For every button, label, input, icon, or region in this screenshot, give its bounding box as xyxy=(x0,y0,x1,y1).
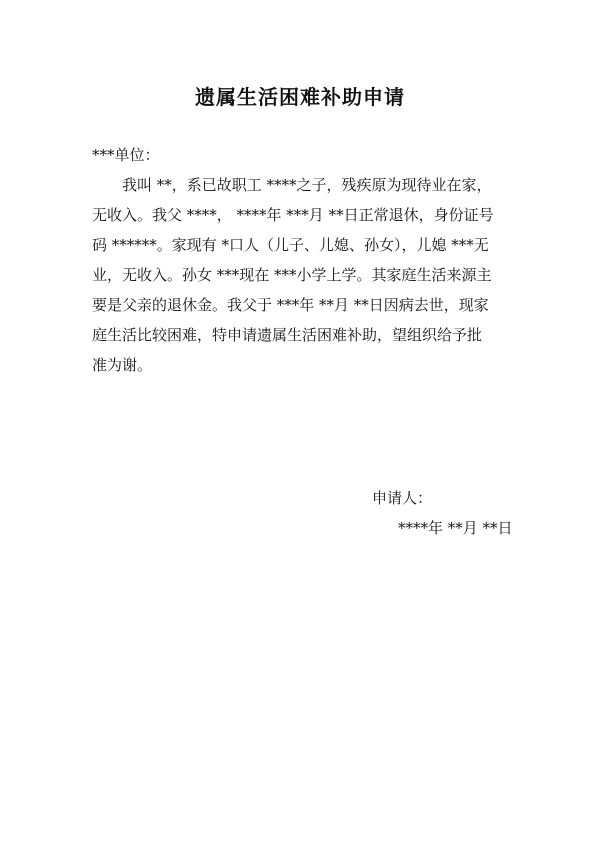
applicant-label: 申请人： xyxy=(372,489,433,507)
body-line: 我叫 **，系已故职工 ****之子，残疾原为现待业在家， xyxy=(122,176,492,194)
signature-date: ****年 **月 **日 xyxy=(398,519,513,537)
body-line: 庭生活比较困难，特申请遗属生活困难补助，望组织给予批 xyxy=(92,326,483,344)
body-line: 码 ******。家现有 *口人（儿子、儿媳、孙女），儿媳 ***无 xyxy=(92,236,489,254)
body-line: 要是父亲的退休金。我父于 ***年 **月 **日因病去世，现家 xyxy=(92,296,489,314)
body-line: 无收入。我父 ****， ****年 ***月 **日正常退休，身份证号 xyxy=(92,206,494,224)
body-line: 准为谢。 xyxy=(92,356,153,374)
body-line: 业，无收入。孙女 ***现在 ***小学上学。其家庭生活来源主 xyxy=(92,266,492,284)
document-title: 遗属生活困难补助申请 xyxy=(195,85,405,109)
addressee-line: ***单位： xyxy=(92,146,160,164)
